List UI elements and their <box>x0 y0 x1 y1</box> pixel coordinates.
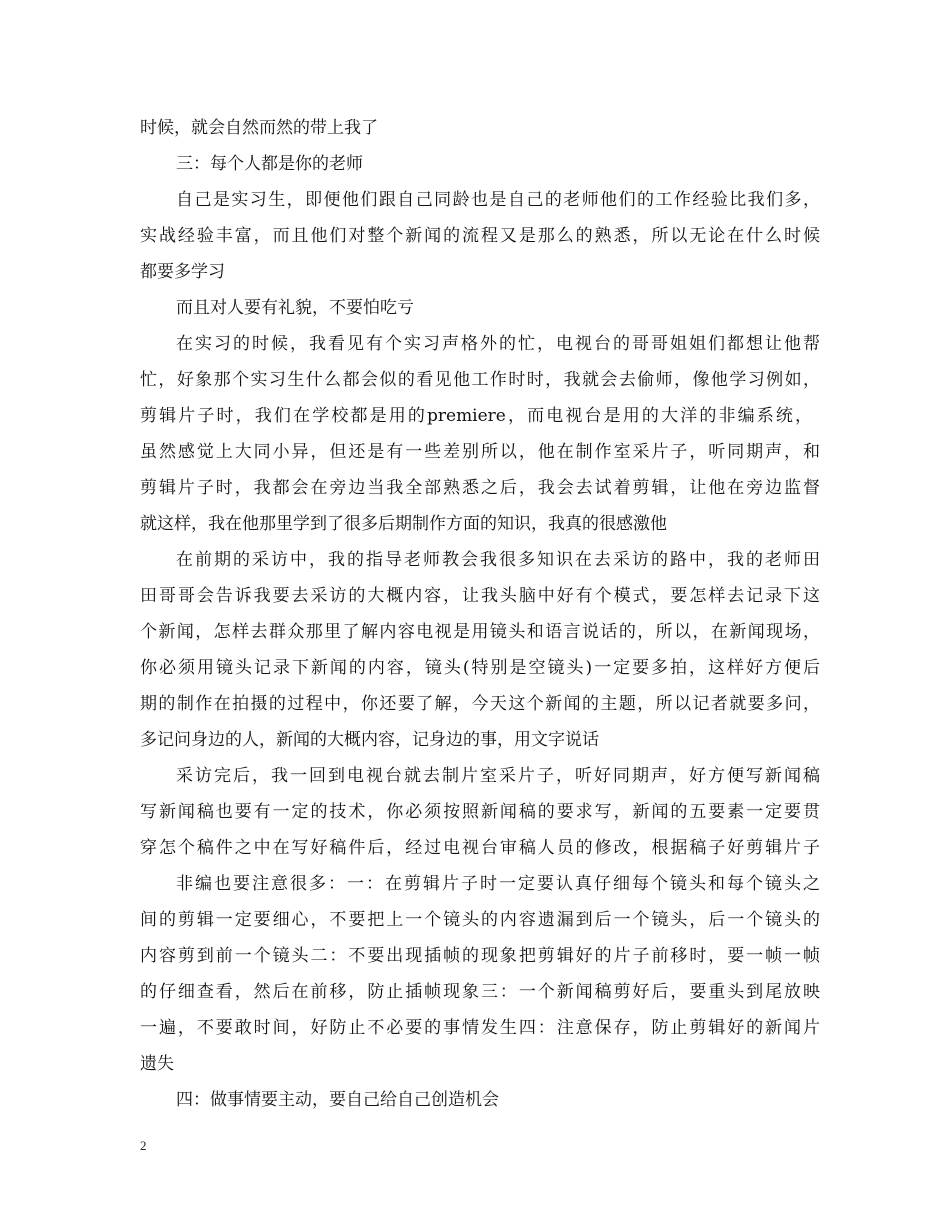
text-line: 非编也要注意很多：一：在剪辑片子时一定要认真仔细每个镜头和每个镜头之 <box>176 874 820 894</box>
text-line: 个新闻，怎样去群众那里了解内容电视是用镜头和语言说话的，所以，在新闻现场， <box>140 622 820 642</box>
text-line: 在前期的采访中，我的指导老师教会我很多知识在去采访的路中，我的老师田 <box>176 550 820 570</box>
text-line: 自己是实习生，即便他们跟自己同龄也是自己的老师他们的工作经验比我们多， <box>176 190 820 210</box>
text-line: 实战经验丰富，而且他们对整个新闻的流程又是那么的熟悉，所以无论在什么时候 <box>140 226 820 246</box>
text-line: 间的剪辑一定要细心，不要把上一个镜头的内容遗漏到后一个镜头，后一个镜头的 <box>140 910 820 930</box>
text-line: 就这样，我在他那里学到了很多后期制作方面的知识，我真的很感激他 <box>140 514 667 534</box>
text-line: 写新闻稿也要有一定的技术，你必须按照新闻稿的要求写，新闻的五要素一定要贯 <box>140 802 820 822</box>
text-line: 多记问身边的人，新闻的大概内容，记身边的事，用文字说话 <box>140 730 599 750</box>
text-line: 内容剪到前一个镜头二：不要出现插帧的现象把剪辑好的片子前移时，要一帧一帧 <box>140 946 820 966</box>
text-line: 在实习的时候，我看见有个实习声格外的忙，电视台的哥哥姐姐们都想让他帮 <box>176 334 820 354</box>
text-line: 期的制作在拍摄的过程中，你还要了解，今天这个新闻的主题，所以记者就要多问， <box>140 694 820 714</box>
section-heading: 三：每个人都是你的老师 <box>176 154 363 174</box>
text-line: 剪辑片子时，我们在学校都是用的premiere，而电视台是用的大洋的非编系统， <box>140 406 812 426</box>
page-number: 2 <box>140 1138 147 1153</box>
text-line: 而且对人要有礼貌，不要怕吃亏 <box>176 298 414 318</box>
text-line: 采访完后，我一回到电视台就去制片室采片子，听好同期声，好方便写新闻稿 <box>176 766 820 786</box>
text-line: 遗失 <box>140 1054 174 1074</box>
text-line: 时候，就会自然而然的带上我了 <box>140 118 378 138</box>
text-line: 田哥哥会告诉我要去采访的大概内容，让我头脑中好有个模式，要怎样去记录下这 <box>140 586 820 606</box>
text-line: 都要多学习 <box>140 262 225 282</box>
text-line: 穿怎个稿件之中在写好稿件后，经过电视台审稿人员的修改，根据稿子好剪辑片子 <box>140 838 820 858</box>
text-line: 忙，好象那个实习生什么都会似的看见他工作时时，我就会去偷师，像他学习例如， <box>140 370 820 390</box>
text-line: 你必须用镜头记录下新闻的内容，镜头(特别是空镜头)一定要多拍，这样好方便后 <box>140 658 820 678</box>
text-line: 虽然感觉上大同小异，但还是有一些差别所以，他在制作室采片子，听同期声，和 <box>140 442 820 462</box>
text-line: 剪辑片子时，我都会在旁边当我全部熟悉之后，我会去试着剪辑，让他在旁边监督 <box>140 478 820 498</box>
text-line: 一遍，不要敢时间，好防止不必要的事情发生四：注意保存，防止剪辑好的新闻片 <box>140 1018 820 1038</box>
section-heading: 四：做事情要主动，要自己给自己创造机会 <box>176 1090 499 1110</box>
text-line: 的仔细查看，然后在前移，防止插帧现象三：一个新闻稿剪好后，要重头到尾放映 <box>140 982 820 1002</box>
